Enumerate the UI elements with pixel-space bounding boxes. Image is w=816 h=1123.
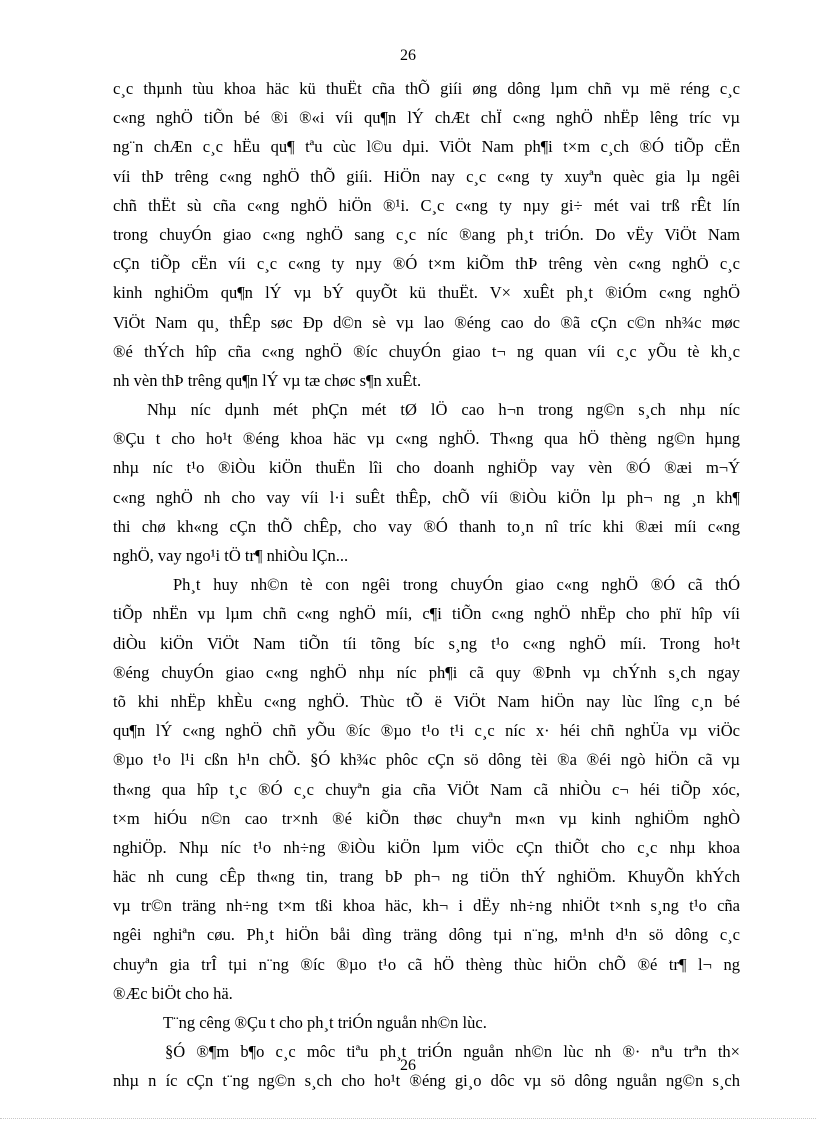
text-line: cÇn tiÕp cËn víi c¸c c«ng ty nµy ®Ó t×m kiÕm thÞ trêng vèn c«ng nghÖ c¸c [113, 254, 740, 274]
text-line: nghÖ, vay ngo¹i tÖ tr¶ nhiÒu lÇn... [113, 546, 349, 565]
text-line: c«ng nghÖ nh cho vay víi l·i suÊt thÊp, chÕ víi ®iÒu kiÖn lµ ph¬ ng ¸n kh¶ [113, 487, 740, 507]
text-line: th«ng qua hîp t¸c ®Ó c¸c chuyªn gia cña ViÖt Nam cã nhiÒu c¬ héi tiÕp xóc, [113, 779, 740, 799]
text-line: tõ khi nhËp khÈu c«ng nghÖ. Thùc tÕ ë ViÖt Nam hiÖn nay lùc lîng c¸n bé [113, 691, 740, 711]
section-heading: T¨ng cêng ®Çu t cho ph¸t triÓn nguån nh©n lùc. [163, 1013, 487, 1032]
text-line: ®µo t¹o l¹i cßn h¹n chÕ. §Ó kh¾c phôc cÇn sö dông tèi ®a ®éi ngò hiÖn cã vµ [113, 750, 740, 770]
text-line: ®é thÝch hîp cña c«ng nghÖ ®íc chuyÓn giao t¬ ng quan víi c¸c yÕu tè kh¸c [113, 341, 740, 361]
text-line: diÒu kiÖn ViÖt Nam tiÕn tíi tõng bíc s¸ng t¹o c«ng nghÖ míi. Trong ho¹t [113, 633, 740, 653]
text-line: c«ng nghÖ tiÕn bé ®i ®«i víi qu¶n lÝ chÆt chÏ c«ng nghÖ nhËp lêng tríc vµ [113, 108, 740, 128]
text-line: tiÕp nhËn vµ lµm chñ c«ng nghÖ míi, c¶i tiÕn c«ng nghÖ nhËp cho phï hîp víi [113, 604, 740, 624]
text-line: ®Çu t cho ho¹t ®éng khoa häc vµ c«ng nghÖ. Th«ng qua hÖ thèng ng©n hµng [113, 429, 740, 449]
text-line: ngêi nghiªn cøu. Ph¸t hiÖn båi dìng träng dông tµi n¨ng, m¹nh d¹n sö dông c¸c [113, 925, 740, 945]
paragraph-first-line: Nhµ níc dµnh mét phÇn mét tØ lÖ cao h¬n trong ng©n s¸ch nhµ níc [147, 400, 740, 420]
text-line: c¸c thµnh tùu khoa häc kü thuËt cña thÕ giíi øng dông lµm chñ vµ më réng c¸c [113, 79, 740, 98]
text-line: ®éng chuyÓn giao c«ng nghÖ nhµ níc ph¶i cã quy ®Þnh vµ chÝnh s¸ch ngay [113, 662, 740, 682]
text-line: kinh nghiÖm qu¶n lÝ vµ bÝ quyÕt kü thuËt. V× xuÊt ph¸t ®iÓm c«ng nghÖ [113, 283, 740, 303]
text-line: nhµ n íc cÇn t¨ng ng©n s¸ch cho ho¹t ®éng gi¸o dôc vµ sö dông nguån ng©n s¸ch [113, 1071, 740, 1091]
page-bottom-divider [0, 1118, 816, 1119]
text-line: ®Æc biÖt cho hä. [113, 983, 233, 1003]
paragraph-first-line: Ph¸t huy nh©n tè con ngêi trong chuyÓn giao c«ng nghÖ ®Ó cã thÓ [173, 575, 740, 595]
text-line: víi thÞ trêng c«ng nghÖ thÕ giíi. HiÖn nay c¸c c«ng ty xuyªn quèc gia lµ ngêi [113, 166, 740, 186]
text-line: nh vèn thÞ trêng qu¶n lÝ vµ tæ chøc s¶n xuÊt. [113, 370, 422, 390]
text-line: nhµ níc t¹o ®iÒu kiÖn thuËn lîi cho doanh nghiÖp vay vèn ®Ó ®æi m¬Ý [113, 458, 740, 478]
page-number-bottom: 26 [400, 1057, 416, 1074]
body-text [113, 74, 740, 1096]
text-line: ng¨n chÆn c¸c hËu qu¶ tªu cùc l©u dµi. ViÖt Nam ph¶i t×m c¸ch ®Ó tiÕp cËn [113, 137, 740, 157]
page-number-top: 26 [400, 47, 416, 64]
text-line: qu¶n lÝ c«ng nghÖ chñ yÕu ®íc ®µo t¹o t¹i c¸c níc x· héi chñ nghÜa vµ viÖc [113, 721, 740, 741]
text-line: t×m hiÓu n©n cao tr×nh ®é kiÕn thøc chuyªn m«n vµ kinh nghiÖm nghÒ [113, 808, 740, 828]
text-line: trong chuyÓn giao c«ng nghÖ sang c¸c níc ®ang ph¸t triÓn. Do vËy ViÖt Nam [113, 224, 740, 244]
text-line: vµ tr©n träng nh÷ng t×m tßi khoa häc, kh¬ i dËy nh÷ng nhiÖt t×nh s¸ng t¹o cña [113, 896, 740, 916]
paragraph-first-line: §Ó ®¶m b¶o c¸c môc tiªu ph¸t triÓn nguån nh©n lùc nh ®· nªu trªn th× [165, 1042, 740, 1062]
text-line: häc nh cung cÊp th«ng tin, trang bÞ ph¬ ng tiÖn thÝ nghiÖm. KhuyÕn khÝch [113, 867, 740, 887]
text-line: ViÖt Nam qu¸ thÊp søc Ðp d©n sè vµ lao ®éng cao do ®ã cÇn c©n nh¾c møc [113, 312, 740, 332]
text-line: nghiÖp. Nhµ níc t¹o nh÷ng ®iÒu kiÖn lµm viÖc cÇn thiÕt cho c¸c nhµ khoa [113, 837, 740, 857]
text-line: chñ thËt sù cña c«ng nghÖ hiÖn ®¹i. C¸c c«ng ty nµy gi÷ mét vai trß rÊt lín [113, 195, 740, 215]
text-line: thi chø kh«ng cÇn thÕ chÊp, cho vay ®Ó thanh to¸n nî tríc khi ®æi míi c«ng [113, 516, 740, 536]
text-line: chuyªn gia trÎ tµi n¨ng ®íc ®µo t¹o cã hÖ thèng thùc hiÖn chÕ ®é tr¶ l¬ ng [113, 954, 740, 974]
